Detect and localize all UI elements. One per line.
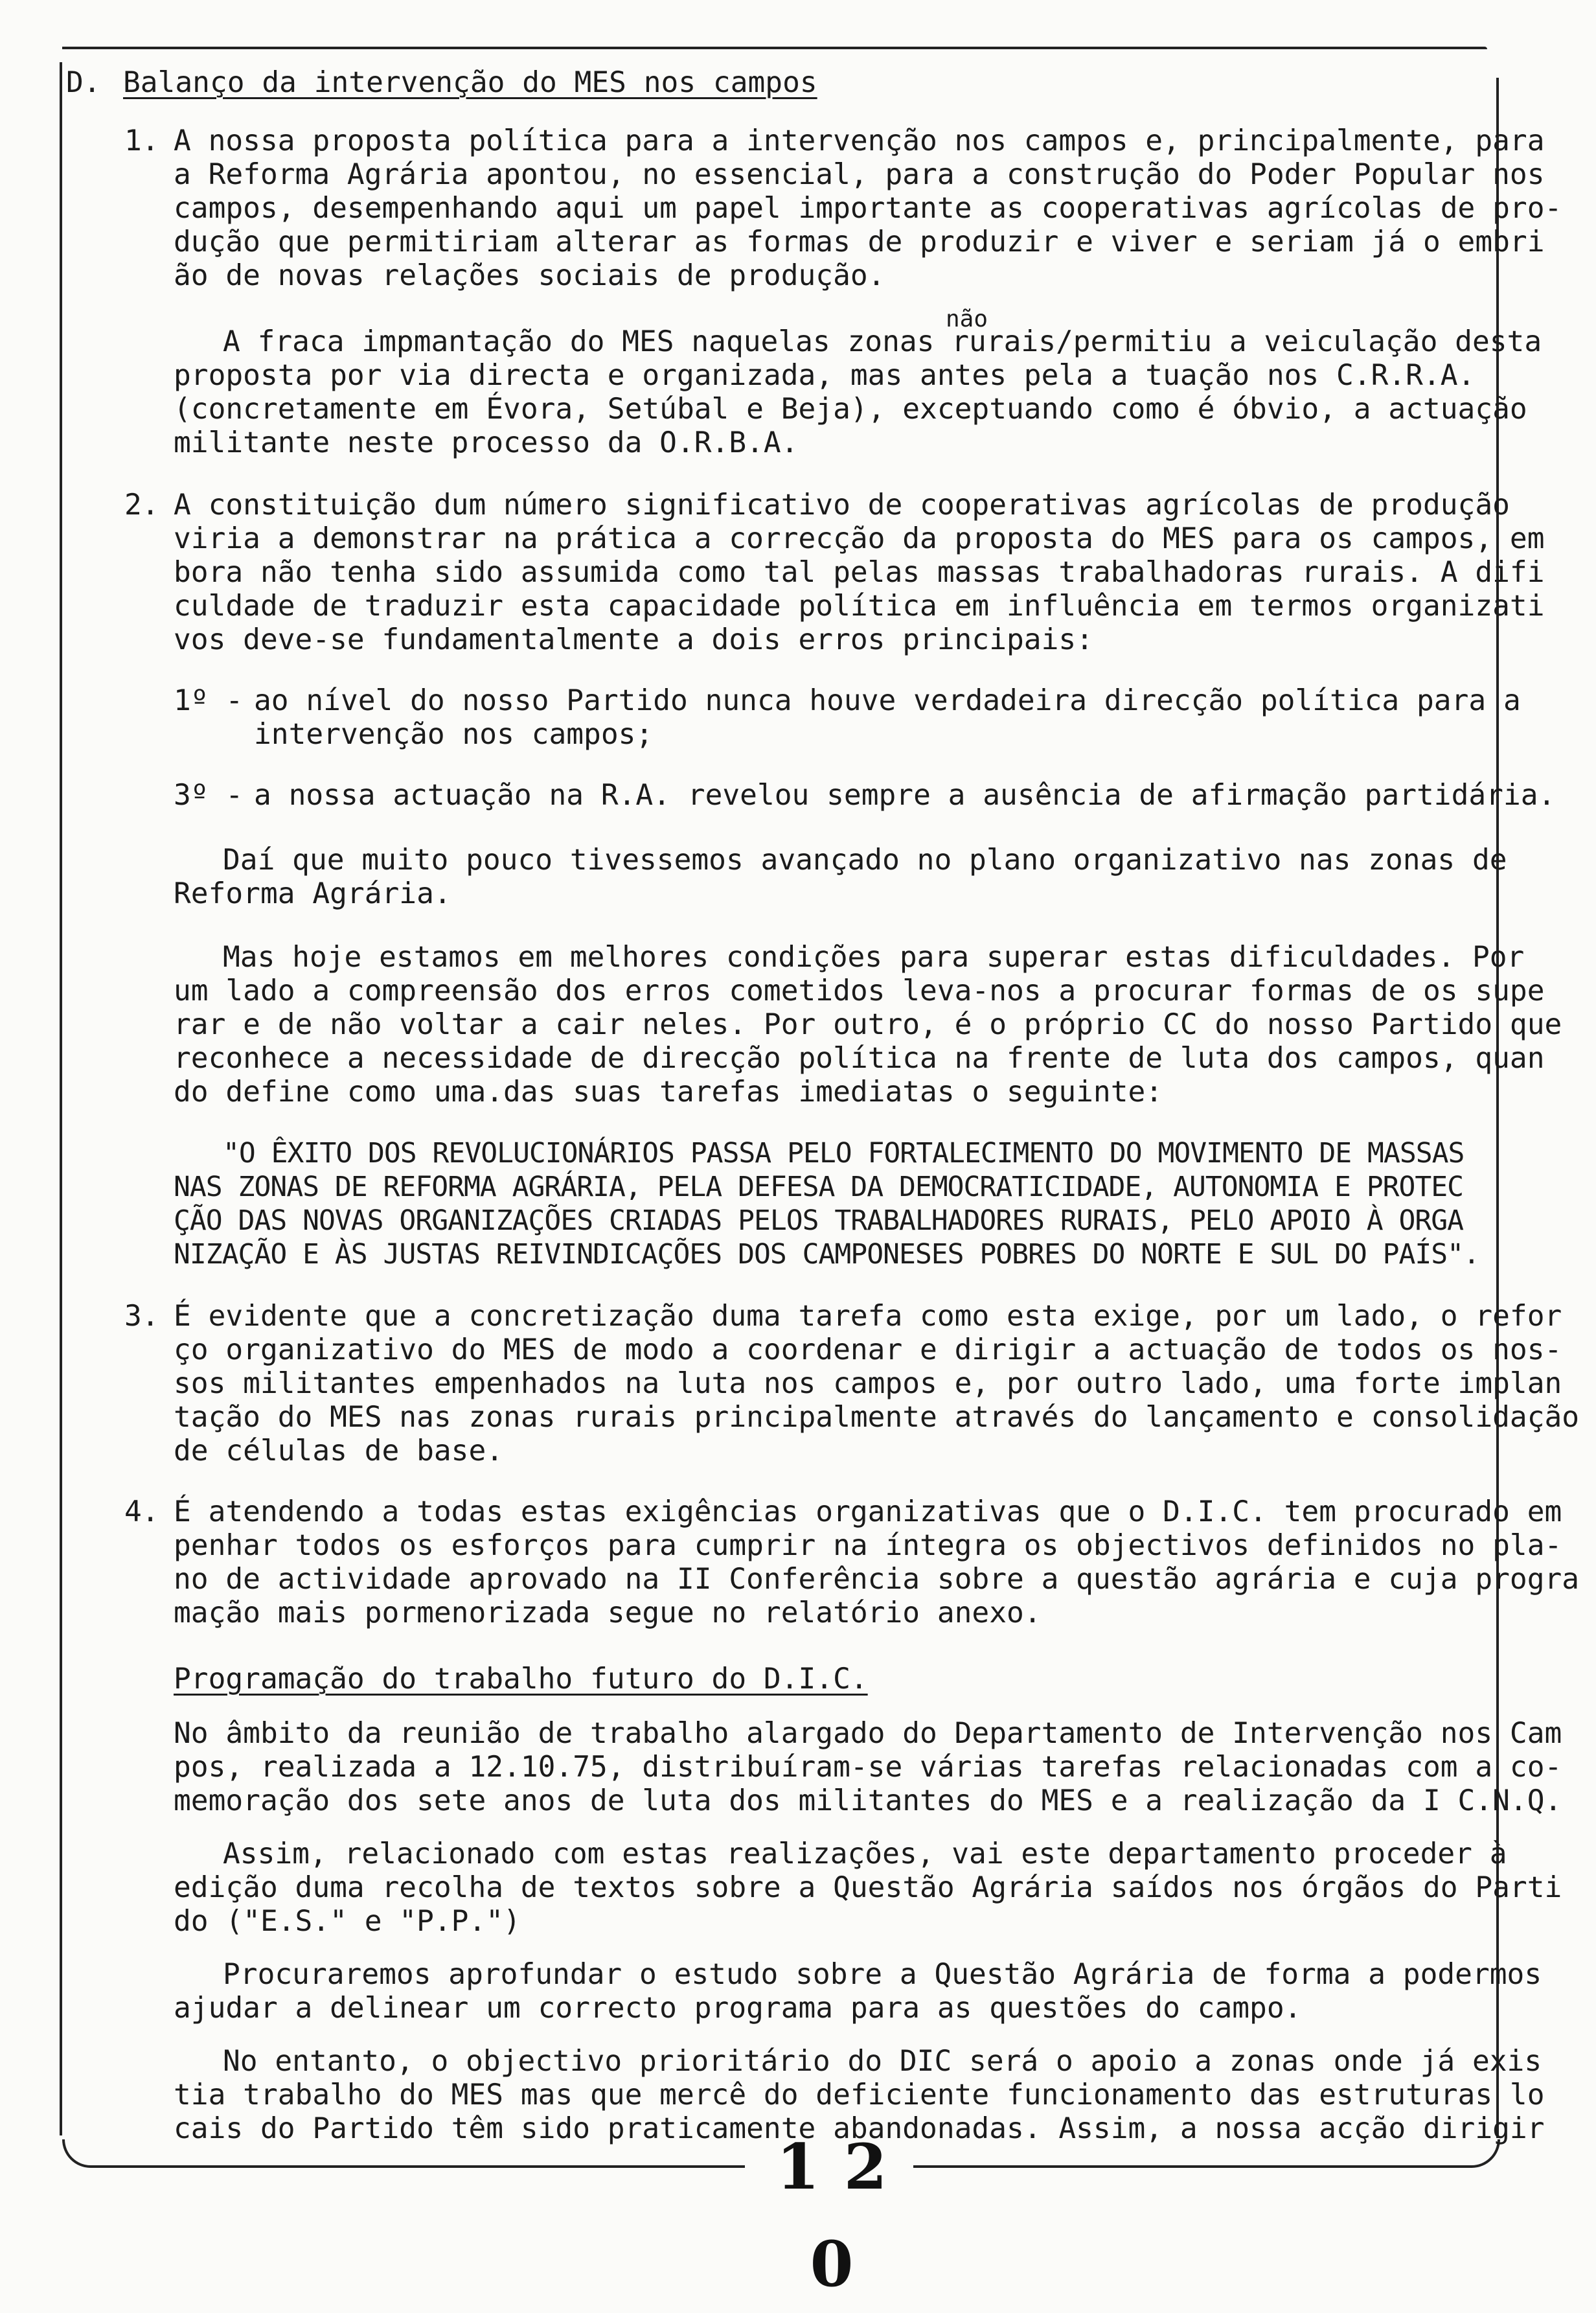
p-mas-line-2: um lado a compreensão dos erros cometidos leva-nos a procurar formas de os supe [174, 974, 1545, 1007]
quote-line-4: NIZAÇÃO E ÀS JUSTAS REIVINDICAÇÕES DOS CAMPONESES POBRES DO NORTE E SUL DO PAÍS". [174, 1238, 1479, 1271]
p4-line-4: mação mais pormenorizada segue no relatório anexo. [174, 1596, 1042, 1629]
p-mas-line-3: rar e de não voltar a cair neles. Por outro, é o próprio CC do nosso Partido que [174, 1008, 1562, 1041]
p1b-line-1: A fraca impmantação do MES naquelas zonas rurais/permitiu a veiculação desta [223, 325, 1542, 358]
p-mas-line-1: Mas hoje estamos em melhores condições para superar estas dificuldades. Por [223, 941, 1525, 974]
p3-line-1: É evidente que a concretização duma tarefa como esta exige, por um lado, o refor [174, 1300, 1562, 1333]
p3-line-5: de células de base. [174, 1434, 504, 1467]
paragraph-number-1: 1. [124, 124, 159, 157]
p2-line-5: vos deve-se fundamentalmente a dois erros principais: [174, 623, 1093, 656]
page-number-stamp: 1 2 0 [776, 2130, 889, 2301]
s3-line-1: Procuraremos aprofundar o estudo sobre a Questão Agrária de forma a podermos [223, 1958, 1542, 1991]
p1-line-2: a Reforma Agrária apontou, no essencial, para a construção do Poder Popular nos [174, 158, 1545, 191]
p-mas-line-5: do define como uma.das suas tarefas imediatas o seguinte: [174, 1076, 1163, 1109]
s4-line-2: tia trabalho do MES mas que mercê do deficiente funcionamento das estruturas lo [174, 2078, 1545, 2112]
p1-line-4: dução que permitiriam alterar as formas de produzir e viver e seriam já o embri [174, 225, 1545, 259]
error2-line: a nossa actuação na R.A. revelou sempre a ausência de afirmação partidária. [254, 779, 1556, 812]
p3-line-4: tação do MES nas zonas rurais principalmente através do lançamento e consolidação [174, 1401, 1580, 1434]
p3-line-2: ço organizativo do MES de modo a coordenar e dirigir a actuação de todos os nos- [174, 1333, 1562, 1366]
quote-line-2: NAS ZONAS DE REFORMA AGRÁRIA, PELA DEFESA DA DEMOCRATICIDADE, AUTONOMIA E PROTEC [174, 1171, 1464, 1203]
error-marker-1: 1º - [174, 684, 244, 717]
error-marker-2: 3º - [174, 779, 244, 812]
handwritten-insertion: não [946, 306, 988, 332]
s1-line-1: No âmbito da reunião de trabalho alargado do Departamento de Intervenção nos Cam [174, 1717, 1562, 1750]
s3-line-2: ajudar a delinear um correcto programa para as questões do campo. [174, 1992, 1302, 2025]
p-mas-line-4: reconhece a necessidade de direcção política na frente de luta dos campos, quan [174, 1042, 1545, 1075]
section-letter: D. [66, 66, 101, 99]
p1b-line-4: militante neste processo da O.R.B.A. [174, 426, 799, 459]
s4-line-1: No entanto, o objectivo prioritário do DIC será o apoio a zonas onde já exis [223, 2045, 1542, 2078]
frame-border-right [1496, 78, 1499, 2138]
paragraph-number-3: 3. [124, 1300, 159, 1333]
paragraph-number-2: 2. [124, 489, 159, 522]
frame-border-left [60, 62, 62, 2135]
p2-line-1: A constituição dum número significativo de cooperativas agrícolas de produção [174, 489, 1510, 522]
frame-border-top [62, 47, 1487, 49]
section-title: Balanço da intervenção do MES nos campos [123, 66, 817, 99]
p3-line-3: sos militantes empenhados na luta nos campos e, por outro lado, uma forte implan [174, 1367, 1562, 1400]
p1-line-3: campos, desempenhando aqui um papel importante as cooperativas agrícolas de pro- [174, 192, 1562, 225]
p1-line-5: ão de novas relações sociais de produção. [174, 259, 885, 292]
quote-line-1: "O ÊXITO DOS REVOLUCIONÁRIOS PASSA PELO FORTALECIMENTO DO MOVIMENTO DE MASSAS [223, 1137, 1465, 1169]
p-dai-line-2: Reforma Agrária. [174, 877, 451, 910]
p4-line-2: penhar todos os esforços para cumprir na íntegra os objectivos definidos no pla- [174, 1529, 1562, 1562]
p1-line-1: A nossa proposta política para a intervenção nos campos e, principalmente, para [174, 124, 1545, 157]
s1-line-2: pos, realizada a 12.10.75, distribuíram-se várias tarefas relacionadas com a co- [174, 1751, 1562, 1784]
p2-line-2: viria a demonstrar na prática a correcção da proposta do MES para os campos, em [174, 522, 1545, 555]
error1-line-1: ao nível do nosso Partido nunca houve verdadeira direcção política para a [254, 684, 1521, 717]
error1-line-2: intervenção nos campos; [254, 718, 654, 751]
p4-line-1: É atendendo a todas estas exigências organizativas que o D.I.C. tem procurado em [174, 1495, 1562, 1528]
subsection-title: Programação do trabalho futuro do D.I.C. [174, 1663, 868, 1696]
s2-line-1: Assim, relacionado com estas realizações, vai este departamento proceder à [223, 1837, 1507, 1870]
s2-line-3: do ("E.S." e "P.P.") [174, 1905, 521, 1938]
p2-line-3: bora não tenha sido assumida como tal pelas massas trabalhadoras rurais. A difi [174, 556, 1545, 589]
p2-line-4: culdade de traduzir esta capacidade política em influência em termos organizati [174, 590, 1545, 623]
p4-line-3: no de actividade aprovado na II Conferência sobre a questão agrária e cuja progra [174, 1563, 1580, 1596]
s2-line-2: edição duma recolha de textos sobre a Questão Agrária saídos nos órgãos do Parti [174, 1871, 1562, 1904]
paragraph-number-4: 4. [124, 1495, 159, 1528]
p-dai-line-1: Daí que muito pouco tivessemos avançado no plano organizativo nas zonas de [223, 844, 1507, 877]
s4-line-3: cais do Partido têm sido praticamente abandonadas. Assim, a nossa acção dirigir [174, 2112, 1545, 2145]
s1-line-3: memoração dos sete anos de luta dos militantes do MES e a realização da I C.N.Q. [174, 1784, 1562, 1817]
p1b-line-2: proposta por via directa e organizada, mas antes pela a tuação nos C.R.R.A. [174, 359, 1476, 392]
quote-line-3: ÇÃO DAS NOVAS ORGANIZAÇÕES CRIADAS PELOS TRABALHADORES RURAIS, PELO APOIO À ORGA [174, 1204, 1464, 1237]
p1b-line-3: (concretamente em Évora, Setúbal e Beja), exceptuando como é óbvio, a actuação [174, 393, 1527, 426]
